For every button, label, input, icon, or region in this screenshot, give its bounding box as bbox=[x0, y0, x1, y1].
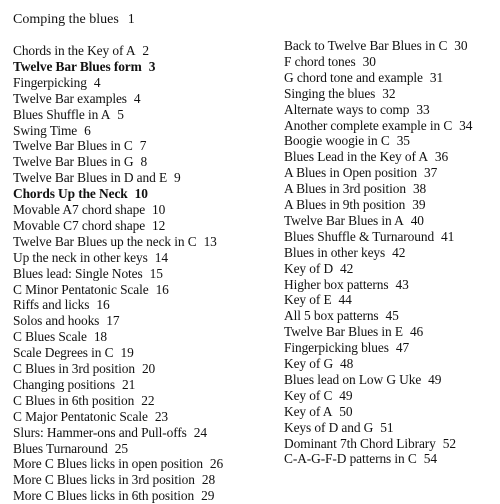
toc-entry-page: 26 bbox=[209, 456, 224, 472]
toc-entry-title: Twelve Bar Blues in G bbox=[13, 154, 134, 170]
toc-entry-title: A Blues in 9th position bbox=[284, 197, 406, 212]
toc-entry-page: 36 bbox=[434, 149, 449, 165]
toc-entry bbox=[13, 441, 128, 457]
toc-entry-page: 52 bbox=[442, 435, 456, 451]
toc-entry-title: Riffs and licks bbox=[13, 297, 90, 313]
toc-entry bbox=[13, 282, 169, 298]
toc-entry-title: Key of E bbox=[284, 292, 332, 308]
toc-entry bbox=[284, 404, 353, 420]
toc-entry-title: Chords in the Key of A bbox=[13, 43, 136, 58]
toc-entry bbox=[13, 138, 146, 154]
toc-entry bbox=[284, 324, 423, 340]
toc-entry-page: 9 bbox=[174, 170, 181, 186]
toc-entry-page: 37 bbox=[424, 165, 438, 181]
toc-title-text: Comping the blues bbox=[13, 12, 119, 27]
toc-entry bbox=[284, 372, 441, 388]
toc-entry-page: 40 bbox=[410, 212, 424, 228]
toc-entry-title: Blues Turnaround bbox=[13, 440, 108, 456]
toc-entry bbox=[284, 149, 448, 165]
toc-entry-page: 48 bbox=[340, 356, 354, 371]
toc-entry bbox=[13, 107, 124, 123]
toc-entry-title: Twelve Bar Blues in C bbox=[13, 138, 133, 154]
toc-entry-title: Scale Degrees in C bbox=[13, 345, 114, 361]
toc-entry bbox=[13, 218, 165, 234]
toc-entry bbox=[284, 181, 426, 197]
toc-entry bbox=[13, 361, 155, 377]
toc-entry bbox=[13, 186, 148, 202]
toc-entry bbox=[284, 292, 352, 308]
toc-entry bbox=[13, 425, 207, 441]
toc-entry-title: Blues lead: Single Notes bbox=[13, 265, 143, 281]
toc-entry-title: Alternate ways to comp bbox=[284, 101, 410, 117]
toc-entry-page: 54 bbox=[423, 451, 437, 467]
toc-entry-page: 8 bbox=[140, 154, 148, 170]
toc-entry bbox=[284, 102, 430, 118]
toc-entry-title: Twelve Bar Blues in E bbox=[284, 324, 403, 340]
toc-entry-page: 34 bbox=[459, 117, 473, 133]
toc-entry-page: 20 bbox=[141, 361, 156, 376]
toc-entry bbox=[13, 154, 147, 170]
toc-entry-page: 7 bbox=[139, 138, 147, 154]
toc-entry-page: 21 bbox=[121, 376, 136, 392]
toc-entry-page: 46 bbox=[409, 324, 424, 340]
toc-entry-page: 25 bbox=[114, 440, 128, 456]
toc-entry-title: C Blues in 6th position bbox=[13, 392, 135, 408]
toc-entry-title: Fingerpicking blues bbox=[284, 340, 389, 356]
toc-entry-page: 6 bbox=[84, 122, 91, 138]
toc-entry-title: Changing positions bbox=[13, 376, 115, 392]
toc-entry bbox=[284, 245, 405, 261]
toc-entry-title: Boogie woogie in C bbox=[284, 133, 390, 149]
toc-entry-title: Blues in other keys bbox=[284, 244, 386, 260]
toc-entry bbox=[284, 70, 443, 86]
toc-entry-title: Twelve Bar Blues in D and E bbox=[13, 170, 168, 186]
toc-entry-page: 14 bbox=[154, 249, 168, 265]
toc-entry-title: Singing the blues bbox=[284, 85, 376, 101]
toc-entry-page: 50 bbox=[339, 403, 353, 419]
toc-title-entry bbox=[13, 11, 135, 29]
toc-entry-title: Twelve Bar Blues in A bbox=[284, 212, 404, 228]
toc-entry bbox=[284, 38, 467, 54]
toc-entry-title: Blues Lead in the Key of A bbox=[284, 149, 428, 165]
toc-entry-page: 15 bbox=[149, 265, 163, 281]
toc-entry-page: 44 bbox=[338, 292, 352, 308]
toc-entry-title: Blues Shuffle in A bbox=[13, 106, 111, 122]
toc-entry bbox=[13, 59, 155, 75]
toc-entry-title: Keys of D and G bbox=[284, 419, 374, 435]
toc-entry bbox=[13, 75, 100, 91]
toc-entry-title: C Blues in 3rd position bbox=[13, 361, 135, 376]
toc-entry bbox=[13, 202, 165, 218]
toc-entry-title: Movable A7 chord shape bbox=[13, 202, 146, 217]
toc-entry-page: 45 bbox=[385, 308, 399, 324]
toc-entry bbox=[13, 250, 168, 266]
toc-entry-title: Solos and hooks bbox=[13, 313, 100, 329]
toc-entry-page: 12 bbox=[152, 217, 166, 233]
toc-entry bbox=[13, 43, 149, 59]
toc-entry bbox=[13, 266, 163, 282]
toc-entry bbox=[284, 261, 353, 277]
toc-entry bbox=[284, 118, 472, 134]
toc-entry-page: 39 bbox=[412, 197, 426, 212]
toc-entry-page: 47 bbox=[395, 340, 410, 356]
toc-entry bbox=[13, 377, 135, 393]
toc-entry bbox=[13, 409, 168, 425]
toc-entry-title: Swing Time bbox=[13, 122, 78, 138]
toc-entry bbox=[13, 472, 215, 488]
toc-entry-title: Key of A bbox=[284, 403, 333, 419]
toc-entry-page: 42 bbox=[340, 260, 354, 276]
toc-entry-title: G chord tone and example bbox=[284, 69, 423, 85]
toc-entry-page: 29 bbox=[201, 488, 215, 504]
toc-entry-title: Slurs: Hammer-ons and Pull-offs bbox=[13, 424, 187, 440]
toc-entry bbox=[13, 123, 91, 139]
toc-entry-title: A Blues in 3rd position bbox=[284, 181, 406, 197]
toc-entry-page: 42 bbox=[392, 244, 406, 260]
toc-entry-title: A Blues in Open position bbox=[284, 165, 417, 181]
toc-entry bbox=[13, 234, 217, 250]
toc-entry-page: 4 bbox=[133, 90, 141, 106]
toc-entry bbox=[284, 308, 399, 324]
toc-entry-page: 49 bbox=[339, 387, 353, 403]
toc-entry-title: All 5 box patterns bbox=[284, 308, 379, 324]
toc-entry-page: 13 bbox=[203, 233, 217, 249]
toc-entry-page: 16 bbox=[96, 297, 110, 313]
toc-entry-title: More C Blues licks in 6th position bbox=[13, 488, 195, 504]
toc-entry-title: Key of C bbox=[284, 387, 333, 403]
toc-entry-page: 28 bbox=[201, 472, 216, 488]
toc-entry bbox=[284, 133, 410, 149]
toc-entry-page: 43 bbox=[395, 276, 409, 292]
toc-entry-page: 22 bbox=[141, 392, 155, 408]
toc-entry-title: Fingerpicking bbox=[13, 74, 87, 90]
toc-entry-page: 51 bbox=[380, 419, 394, 435]
toc-entry-title: More C Blues licks in open position bbox=[13, 456, 203, 472]
toc-entry-title: Back to Twelve Bar Blues in C bbox=[284, 38, 448, 53]
toc-entry bbox=[13, 170, 181, 186]
toc-entry bbox=[284, 229, 454, 245]
toc-entry bbox=[284, 388, 353, 404]
toc-entry-page: 3 bbox=[148, 58, 156, 74]
toc-entry bbox=[284, 54, 376, 70]
toc-entry-page: 35 bbox=[396, 133, 410, 149]
toc-entry-page: 33 bbox=[416, 101, 430, 117]
toc-entry bbox=[13, 329, 107, 345]
toc-entry-page: 16 bbox=[155, 281, 169, 297]
toc-entry bbox=[13, 297, 110, 313]
toc-entry-title: Twelve Bar examples bbox=[13, 90, 127, 106]
toc-entry-title: Up the neck in other keys bbox=[13, 249, 148, 265]
toc-entry bbox=[284, 340, 409, 356]
toc-entry-page: 30 bbox=[362, 53, 376, 69]
toc-entry-title: Higher box patterns bbox=[284, 276, 389, 292]
toc-entry bbox=[284, 213, 424, 229]
toc-entry-page: 4 bbox=[93, 74, 101, 90]
toc-entry bbox=[284, 165, 437, 181]
toc-entry-page: 18 bbox=[93, 329, 108, 345]
toc-entry-page: 38 bbox=[412, 181, 427, 197]
toc-entry bbox=[13, 456, 223, 472]
toc-entry-page: 2 bbox=[142, 43, 150, 58]
toc-entry-title: C Minor Pentatonic Scale bbox=[13, 281, 149, 297]
toc-entry-page: 19 bbox=[120, 345, 134, 361]
toc-entry bbox=[284, 420, 393, 436]
toc-entry-title: Another complete example in C bbox=[284, 117, 453, 133]
toc-entry bbox=[284, 86, 396, 102]
toc-entry-page: 41 bbox=[441, 228, 455, 244]
toc-entry-title: F chord tones bbox=[284, 53, 356, 69]
toc-entry-title: Chords Up the Neck bbox=[13, 186, 128, 202]
toc-entry-page: 24 bbox=[193, 424, 207, 440]
toc-entry-title: Blues lead on Low G Uke bbox=[284, 371, 422, 387]
toc-entry bbox=[13, 91, 141, 107]
toc-entry bbox=[284, 356, 353, 372]
toc-entry bbox=[284, 197, 425, 213]
toc-title-page: 1 bbox=[127, 12, 135, 27]
toc-entry-title: C-A-G-F-D patterns in C bbox=[284, 451, 417, 467]
toc-entry-page: 23 bbox=[154, 408, 169, 424]
toc-entry-page: 5 bbox=[117, 106, 124, 122]
toc-entry bbox=[13, 313, 120, 329]
toc-entry-title: Key of G bbox=[284, 356, 334, 371]
toc-entry bbox=[284, 436, 456, 452]
toc-entry-title: Movable C7 chord shape bbox=[13, 217, 146, 233]
toc-entry-page: 31 bbox=[429, 69, 444, 85]
toc-entry bbox=[13, 488, 214, 504]
toc-entry-title: Dominant 7th Chord Library bbox=[284, 435, 436, 451]
toc-entry-title: C Blues Scale bbox=[13, 329, 87, 345]
toc-entry-title: Blues Shuffle & Turnaround bbox=[284, 228, 435, 244]
toc-entry-title: Twelve Bar Blues form bbox=[13, 58, 142, 74]
toc-entry-title: Twelve Bar Blues up the neck in C bbox=[13, 233, 197, 249]
toc-entry-page: 10 bbox=[134, 186, 148, 202]
toc-entry-page: 10 bbox=[152, 202, 166, 217]
toc-entry-title: Key of D bbox=[284, 260, 334, 276]
toc-entry bbox=[13, 345, 134, 361]
toc-entry-page: 32 bbox=[382, 85, 396, 101]
toc-entry-page: 49 bbox=[428, 371, 442, 387]
toc-entry bbox=[284, 277, 409, 293]
toc-entry-title: More C Blues licks in 3rd position bbox=[13, 472, 195, 488]
toc-entry bbox=[13, 393, 154, 409]
toc-entry-page: 30 bbox=[454, 38, 468, 53]
toc-entry bbox=[284, 451, 437, 467]
toc-entry-title: C Major Pentatonic Scale bbox=[13, 408, 148, 424]
toc-entry-page: 17 bbox=[106, 313, 120, 329]
